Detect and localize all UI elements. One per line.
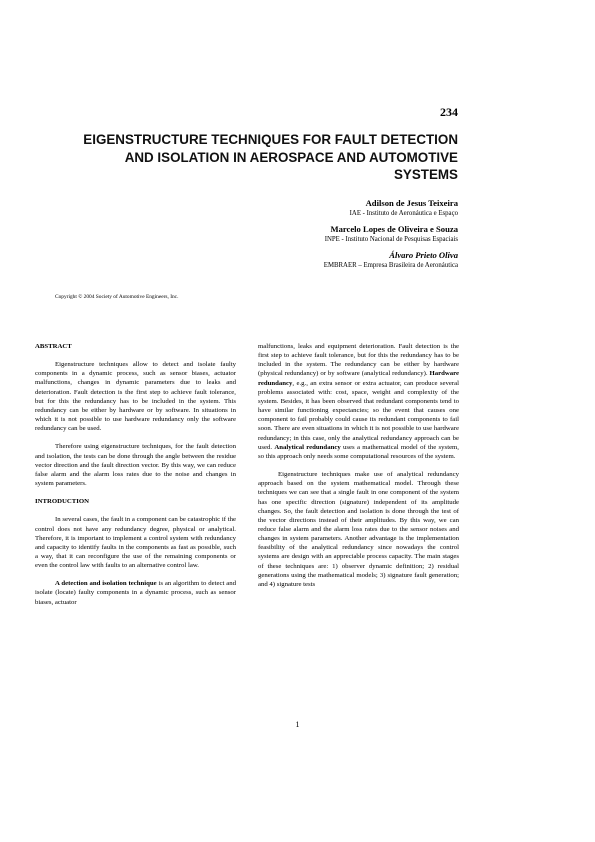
introduction-heading: INTRODUCTION	[35, 498, 90, 506]
introduction-paragraph: In several cases, the fault in a component can be catastrophic if the control does not have any redundancy degree, physical or analytical. Therefore, it is important to implement a control system with redundancy and capacity to identify faults in the components as fast as possible, such a way, that it can reconfigure the use of the remaining components or even the control law with faults to an alternative control law.	[35, 516, 236, 570]
paragraph-text: malfunctions, leaks and equipment deterioration. Fault detection is the first step to achieve fault tolerance, but for this the redundancy has to be included in the system. The redundancy can be either by hardware (physical redundancy) or by software (analytical redundancy).	[258, 343, 459, 378]
page-number: 1	[295, 720, 300, 729]
author-entry	[158, 224, 458, 244]
bold-term: A detection and isolation technique	[55, 580, 157, 588]
author-affiliation: IAE - Instituto de Aeronáutica e Espaço	[349, 210, 458, 217]
introduction-paragraph	[35, 579, 236, 606]
copyright-notice: Copyright © 2004 Society of Automotive Engineers, Inc.	[55, 294, 179, 300]
body-paragraph: Eigenstructure techniques make use of analytical redundancy approach based on the system mathematical model. Through these techniques we can see that a single fault in one component of the system has one specific direction (signature) independent of its amplitude changes. So, the fault detection and isolation is done through the test of the vector directions instead of their amplitudes. By this way, we can reduce false alarm and the alarm loss rates due to the sensor noises and changes in system parameters. Another advantage is the implementation feasibility of the analytical redundancy since nowadays the control systems are design with an appreciable process capacity. The main stages of these techniques are: 1) observer dynamic definition; 2) residual generations using the mathematical models; 3) signature fault generation; and 4) signature tests	[258, 471, 459, 588]
left-column	[35, 342, 236, 616]
right-column	[258, 342, 459, 598]
author-entry	[158, 250, 458, 270]
paragraph-text: uses a mathematical model of the system, so this approach only needs some computational resources of the system.	[258, 443, 459, 460]
paper-number: 234	[440, 105, 458, 119]
abstract-paragraph: Eigenstructure techniques allow to detect and isolate faulty components in a dynamic process, such as sensor biases, actuator malfunctions, changes in dynamic parameters due to leaks and deterioration. Fault detection is the first step to achieve fault tolerance, but for this the redundancy has to be included in the system. This redundancy can be either by hardware or by software. In situations in which it is not possible to use hardware redundancy only the software redundancy can be used.	[35, 361, 236, 433]
paper-title: EIGENSTRUCTURE TECHNIQUES FOR FAULT DETECTION AND ISOLATION IN AEROSPACE AND AUTOMOTIVE SYSTEMS	[83, 132, 458, 182]
author-name: Adilson de Jesus Teixeira	[365, 198, 458, 208]
body-paragraph	[258, 342, 459, 461]
author-name: Marcelo Lopes de Oliveira e Souza	[330, 224, 458, 234]
paragraph-text: is an algorithm to detect and isolate (locate) faulty components in a dynamic process, such as sensor biases, actuator	[35, 580, 236, 606]
bold-term: Hardware redundancy	[258, 370, 459, 387]
abstract-paragraph: Therefore using eigenstructure techniques, for the fault detection and isolation, the tests can be done through the angle between the residue vector direction and the fault direction vector. By this way, we can reduce false alarm and the alarm loss rates due to the noise and changes in system parameters.	[35, 443, 236, 488]
abstract-heading: ABSTRACT	[35, 343, 72, 350]
author-affiliation: EMBRAER – Empresa Brasileira de Aeronáutica	[323, 262, 458, 269]
author-block	[158, 198, 458, 276]
bold-term: Analytical redundancy	[274, 443, 341, 451]
author-entry	[158, 198, 458, 218]
author-affiliation: INPE - Instituto Nacional de Pesquisas Espaciais	[324, 236, 458, 243]
paragraph-text: , e.g., an extra sensor or extra actuator, can produce several problems associated with: cost, space, weight and complexity of the system. Besides, it has been observed that redundant components tend to have similar functioning expectancies; so the event that causes one component to fail probably could cause its redundant components to fail soon. There are even situations in which it is not possible to use hardware redundancy; in this case, only the analytical redundancy approach can be used.	[258, 379, 459, 451]
author-name: Álvaro Prieto Oliva	[389, 250, 458, 260]
